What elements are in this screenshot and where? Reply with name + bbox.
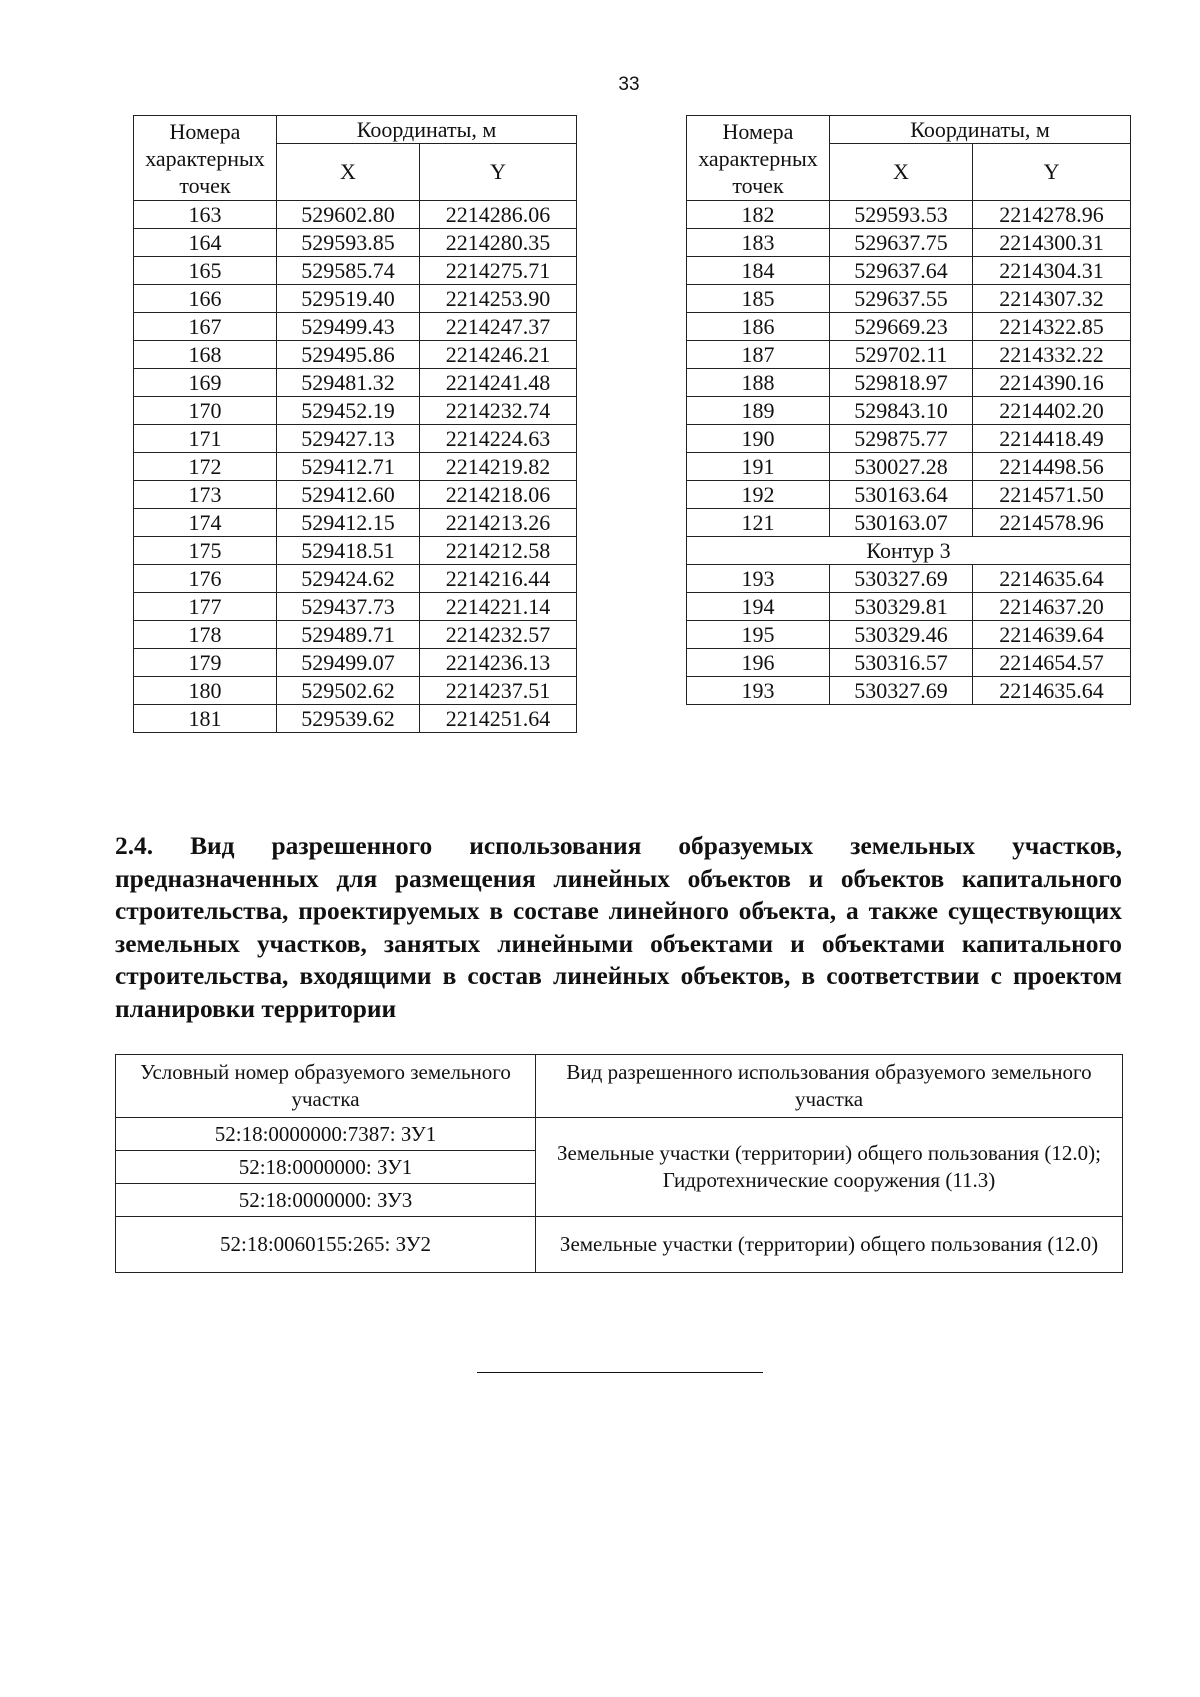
table-row [687,285,1131,313]
x-value: 530327.69 [830,565,973,593]
x-value: 529593.85 [277,229,420,257]
parcel-id: 52:18:0000000:7387: ЗУ1 [116,1118,536,1151]
parcel-usage: Земельные участки (территории) общего пользования (12.0); Гидротехнические сооружения (11.3) [536,1118,1123,1217]
y-value: 2214332.22 [973,341,1131,369]
x-value: 529539.62 [277,705,420,733]
x-value: 530163.07 [830,509,973,537]
point-number: 167 [134,313,277,341]
y-value: 2214213.26 [420,509,577,537]
y-value: 2214578.96 [973,509,1131,537]
y-value: 2214247.37 [420,313,577,341]
point-number: 174 [134,509,277,537]
table-row [134,565,577,593]
page-number: 33 [618,74,640,95]
point-number: 184 [687,257,830,285]
points-header: Номера характерных точек [134,116,277,201]
table-row [134,369,577,397]
x-value: 529585.74 [277,257,420,285]
y-value: 2214236.13 [420,649,577,677]
x-value: 530027.28 [830,453,973,481]
table-row [687,313,1131,341]
x-value: 530163.64 [830,481,973,509]
y-value: 2214221.14 [420,593,577,621]
table-row [687,397,1131,425]
y-value: 2214219.82 [420,453,577,481]
point-number: 177 [134,593,277,621]
separator-line [477,1372,763,1373]
y-value: 2214322.85 [973,313,1131,341]
x-value: 529502.62 [277,677,420,705]
point-number: 165 [134,257,277,285]
coordinates-table-left [133,115,577,733]
point-number: 164 [134,229,277,257]
table-row [134,481,577,509]
y-value: 2214286.06 [420,201,577,229]
coordinates-right-body-contour [687,565,1131,705]
usage-col1-header: Условный номер образуемого земельного участка [116,1055,536,1118]
points-header: Номера характерных точек [687,116,830,201]
parcel-usage: Земельные участки (территории) общего пользования (12.0) [536,1217,1123,1273]
table-row [687,481,1131,509]
table-row [687,677,1131,705]
y-value: 2214635.64 [973,565,1131,593]
y-value: 2214635.64 [973,677,1131,705]
coordinates-table-right [686,115,1131,705]
table-row [134,257,577,285]
table-row [134,593,577,621]
y-value: 2214402.20 [973,397,1131,425]
x-header: X [830,144,973,201]
x-value: 529818.97 [830,369,973,397]
point-number: 180 [134,677,277,705]
point-number: 175 [134,537,277,565]
point-number: 182 [687,201,830,229]
point-number: 173 [134,481,277,509]
contour-label: Контур 3 [687,537,1131,565]
table-row [687,229,1131,257]
table-row [687,201,1131,229]
y-value: 2214418.49 [973,425,1131,453]
x-value: 529519.40 [277,285,420,313]
point-number: 172 [134,453,277,481]
y-value: 2214639.64 [973,621,1131,649]
y-value: 2214300.31 [973,229,1131,257]
x-value: 529637.64 [830,257,973,285]
point-number: 170 [134,397,277,425]
point-number: 193 [687,677,830,705]
table-row [687,565,1131,593]
section-heading: 2.4. Вид разрешенного использования образуемых земельных участков, предназначенных для размещения линейных объектов и объектов капитального строительства, проектируемых в составе линейного объекта, а также существующих земельных участков, занятых линейными объектами и объектами капитального строительства, входящими в состав линейных объектов, в соответствии с проектом планировки территории [115,832,1122,1023]
x-value: 529875.77 [830,425,973,453]
x-value: 529843.10 [830,397,973,425]
point-number: 183 [687,229,830,257]
point-number: 179 [134,649,277,677]
y-value: 2214218.06 [420,481,577,509]
usage-table [115,1054,1123,1273]
coordinates-left-body [134,201,577,733]
table-row [134,313,577,341]
parcel-id: 52:18:0000000: ЗУ1 [116,1151,536,1184]
y-value: 2214275.71 [420,257,577,285]
table-row [134,677,577,705]
x-header: X [277,144,420,201]
point-number: 185 [687,285,830,313]
point-number: 169 [134,369,277,397]
point-number: 171 [134,425,277,453]
parcel-id: 52:18:0060155:265: ЗУ2 [116,1217,536,1273]
x-value: 529412.15 [277,509,420,537]
y-value: 2214280.35 [420,229,577,257]
point-number: 188 [687,369,830,397]
table-row [687,425,1131,453]
table-row [134,229,577,257]
table-row [134,649,577,677]
coordinates-right-body [687,201,1131,537]
usage-col2-header: Вид разрешенного использования образуемого земельного участка [536,1055,1123,1118]
coords-header: Координаты, м [277,116,577,144]
point-number: 192 [687,481,830,509]
table-row [134,705,577,733]
table-row [687,369,1131,397]
y-value: 2214212.58 [420,537,577,565]
y-value: 2214307.32 [973,285,1131,313]
x-value: 529489.71 [277,621,420,649]
y-value: 2214571.50 [973,481,1131,509]
point-number: 186 [687,313,830,341]
x-value: 529495.86 [277,341,420,369]
x-value: 529669.23 [830,313,973,341]
x-value: 529412.60 [277,481,420,509]
table-row [687,453,1131,481]
table-row [134,201,577,229]
point-number: 187 [687,341,830,369]
y-value: 2214304.31 [973,257,1131,285]
table-row [687,649,1131,677]
table-row [134,397,577,425]
point-number: 196 [687,649,830,677]
x-value: 529637.75 [830,229,973,257]
table-row [687,341,1131,369]
x-value: 530327.69 [830,677,973,705]
table-row [134,621,577,649]
x-value: 529481.32 [277,369,420,397]
point-number: 176 [134,565,277,593]
y-value: 2214637.20 [973,593,1131,621]
table-row [134,453,577,481]
x-value: 529602.80 [277,201,420,229]
y-value: 2214654.57 [973,649,1131,677]
y-value: 2214278.96 [973,201,1131,229]
point-number: 121 [687,509,830,537]
point-number: 189 [687,397,830,425]
table-row [134,425,577,453]
table-row [687,257,1131,285]
y-value: 2214253.90 [420,285,577,313]
x-value: 529418.51 [277,537,420,565]
y-value: 2214232.57 [420,621,577,649]
x-value: 530329.46 [830,621,973,649]
contour-row [687,537,1131,565]
x-value: 529499.43 [277,313,420,341]
x-value: 529452.19 [277,397,420,425]
x-value: 529437.73 [277,593,420,621]
x-value: 529412.71 [277,453,420,481]
y-value: 2214241.48 [420,369,577,397]
y-value: 2214498.56 [973,453,1131,481]
table-row [687,621,1131,649]
point-number: 178 [134,621,277,649]
parcel-id: 52:18:0000000: ЗУ3 [116,1184,536,1217]
point-number: 166 [134,285,277,313]
x-value: 529593.53 [830,201,973,229]
point-number: 191 [687,453,830,481]
point-number: 163 [134,201,277,229]
table-row [134,341,577,369]
table-row [134,537,577,565]
table-row [687,509,1131,537]
x-value: 529499.07 [277,649,420,677]
y-value: 2214246.21 [420,341,577,369]
y-value: 2214251.64 [420,705,577,733]
x-value: 529424.62 [277,565,420,593]
y-value: 2214224.63 [420,425,577,453]
coords-header: Координаты, м [830,116,1131,144]
point-number: 195 [687,621,830,649]
y-header: Y [973,144,1131,201]
y-value: 2214216.44 [420,565,577,593]
point-number: 193 [687,565,830,593]
y-value: 2214232.74 [420,397,577,425]
y-header: Y [420,144,577,201]
x-value: 530316.57 [830,649,973,677]
point-number: 168 [134,341,277,369]
x-value: 530329.81 [830,593,973,621]
table-row [134,285,577,313]
point-number: 194 [687,593,830,621]
x-value: 529637.55 [830,285,973,313]
point-number: 190 [687,425,830,453]
table-row [687,593,1131,621]
table-row [134,509,577,537]
y-value: 2214390.16 [973,369,1131,397]
x-value: 529427.13 [277,425,420,453]
x-value: 529702.11 [830,341,973,369]
point-number: 181 [134,705,277,733]
y-value: 2214237.51 [420,677,577,705]
